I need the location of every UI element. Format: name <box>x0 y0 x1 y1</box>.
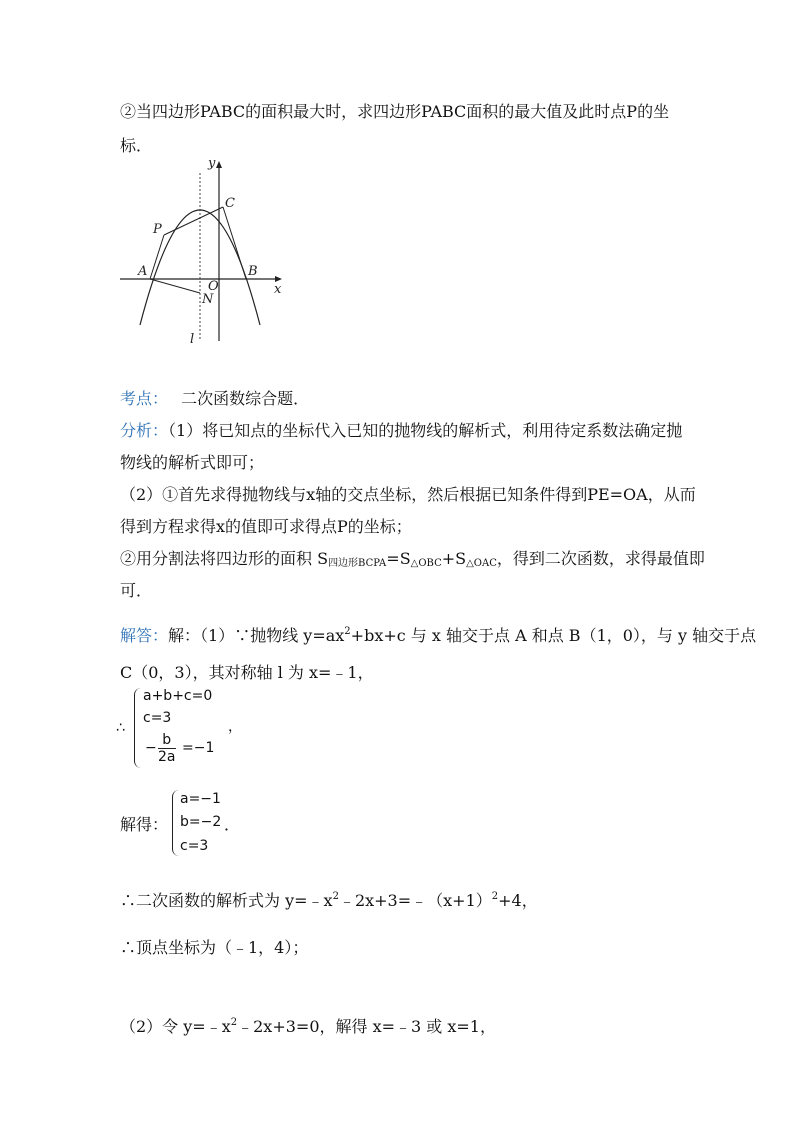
fenxi-line-3: （2）①首先求得抛物线与x轴的交点坐标，然后根据已知条件得到PE=OA，从而 <box>120 485 696 504</box>
brace-1 <box>134 688 141 768</box>
kaodian-text: 二次函数综合题． <box>181 389 310 408</box>
fenxi-line-4: 得到方程求得x的值即可求得点P的坐标； <box>120 517 412 536</box>
label-n: N <box>202 292 214 307</box>
kaodian-line <box>120 388 309 410</box>
label-p: P <box>153 222 162 237</box>
question-line-2: 标． <box>120 136 153 155</box>
question-line-1: ②当四边形PABC的面积最大时，求四边形PABC面积的最大值及此时点P的坐 <box>120 102 670 121</box>
jieda-line-2: C（0，3），其对称轴 l 为 x=﹣1， <box>120 663 374 682</box>
label-l: l <box>190 332 195 345</box>
jieda-line-3: ∴二次函数的解析式为 $y=﹣x^2﹣2x+3=﹣(x+1)^2+4$， <box>120 891 538 910</box>
jieda-line-1: 解答：解：（1）∵抛物线 $y=ax^2+bx+c$ 与 x 轴交于点 A 和点 B（1，0），与 y 轴交于点 <box>120 626 757 645</box>
jieda-line-5: （2）令 $y=﹣x^2﹣2x+3=0$，解得 x=﹣3 或 x=1， <box>120 1017 496 1036</box>
label-o: O <box>208 279 219 294</box>
fenxi-text-1: （1）将已知点的坐标代入已知的抛物线的解析式，利用待定系数法确定抛 <box>168 421 683 440</box>
fenxi-line-1 <box>120 420 682 442</box>
label-a: A <box>138 264 148 279</box>
jieda-label: 解答： <box>120 626 169 645</box>
label-c: C <box>225 196 235 211</box>
brace-2 <box>172 790 179 856</box>
jieda-line-4: ∴顶点坐标为（﹣1，4）； <box>120 938 309 957</box>
parabola-figure <box>118 155 288 345</box>
fenxi-label: 分析： <box>120 421 169 440</box>
fenxi-line-5: ②用分割法将四边形的面积 $S_{四边形BCPA}=S_{\triangle OBC}+S_{\triangle OAC}$，得到二次函数，求得最值即 <box>120 549 705 569</box>
segment-cb <box>223 207 246 279</box>
fenxi-line-2: 物线的解析式即可； <box>120 453 265 472</box>
segment-an <box>150 279 200 293</box>
label-b: B <box>248 264 258 279</box>
y-axis-arrow <box>216 161 222 168</box>
label-y: y <box>208 156 216 171</box>
label-x: x <box>274 282 282 297</box>
kaodian-label: 考点： <box>120 389 169 408</box>
fraction-b-over-2a: $\frac{b}{2a}$ <box>158 732 176 765</box>
fenxi-line-6: 可． <box>120 581 153 600</box>
